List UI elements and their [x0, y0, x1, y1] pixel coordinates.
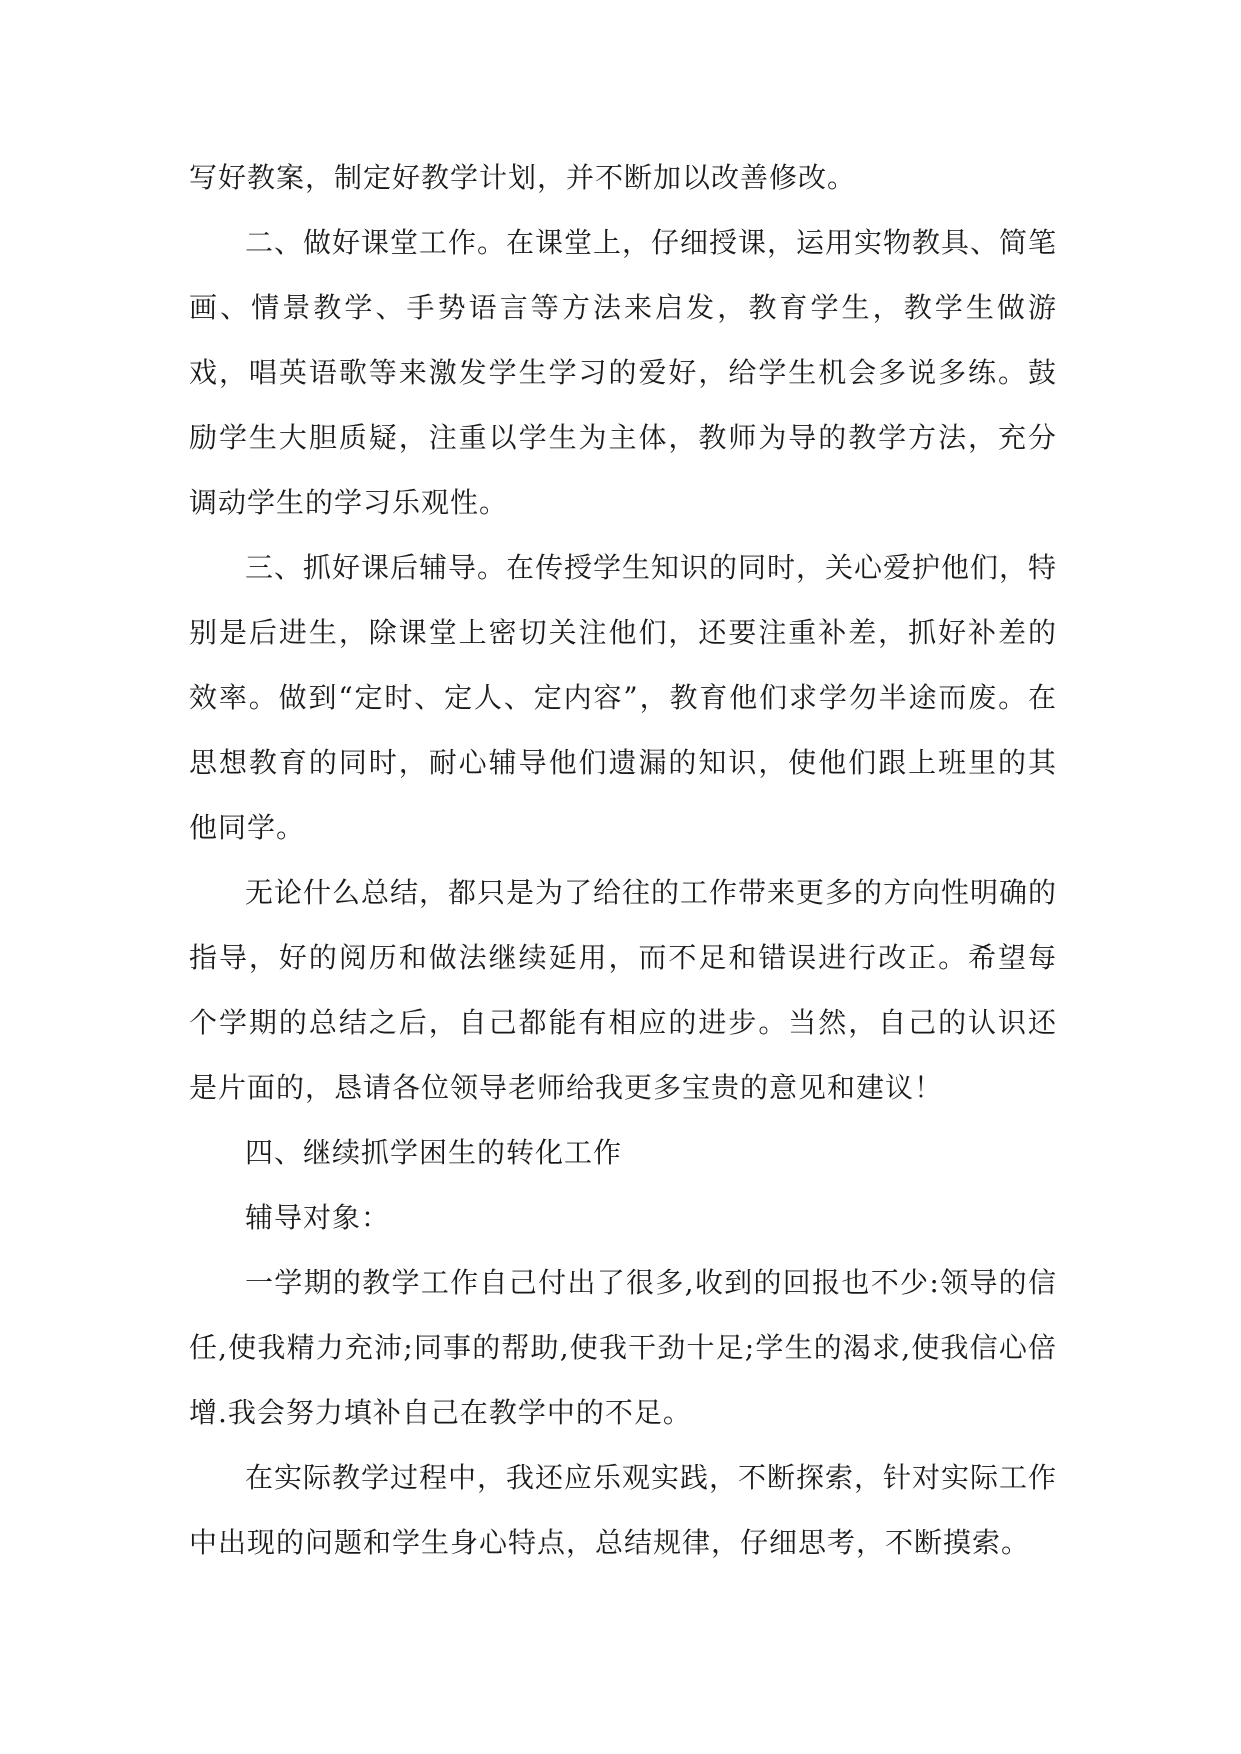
paragraph-after-class-tutoring: 三、抓好课后辅导。在传授学生知识的同时，关心爱护他们，特别是后进生，除课堂上密切关注他们，还要注重补差，抓好补差的效率。做到“定时、定人、定内容”，教育他们求学勿半途而废。在思想教育的同时，耐心辅导他们遗漏的知识，使他们跟上班里的其他同学。	[189, 551, 1058, 844]
paragraph-practice-exploration: 在实际教学过程中，我还应乐观实践，不断探索，针对实际工作中出现的问题和学生身心特点，总结规律，仔细思考，不断摸索。	[189, 1461, 1058, 1559]
paragraph-classroom-work: 二、做好课堂工作。在课堂上，仔细授课，运用实物教具、简笔画、情景教学、手势语言等方法来启发，教育学生，教学生做游戏，唱英语歌等来激发学生学习的爱好，给学生机会多说多练。鼓励学生大胆质疑，注重以学生为主体，教师为导的教学方法，充分调动学生的学习乐观性。	[189, 226, 1058, 519]
paragraph-tutoring-targets: 辅导对象：	[245, 1201, 391, 1234]
paragraph-summary-reflection: 无论什么总结，都只是为了给往的工作带来更多的方向性明确的指导，好的阅历和做法继续延用，而不足和错误进行改正。希望每个学期的总结之后，自己都能有相应的进步。当然，自己的认识还是片面的，恳请各位领导老师给我更多宝贵的意见和建议！	[189, 876, 1058, 1104]
paragraph-continuation: 写好教案，制定好教学计划，并不断加以改善修改。	[189, 161, 857, 194]
paragraph-semester-rewards: 一学期的教学工作自己付出了很多,收到的回报也不少:领导的信任,使我精力充沛;同事的帮助,使我干劲十足;学生的渴求,使我信心倍增.我会努力填补自己在教学中的不足。	[189, 1266, 1057, 1429]
paragraph-heading-struggling-students: 四、继续抓学困生的转化工作	[245, 1136, 623, 1169]
document-body	[189, 145, 1057, 1575]
